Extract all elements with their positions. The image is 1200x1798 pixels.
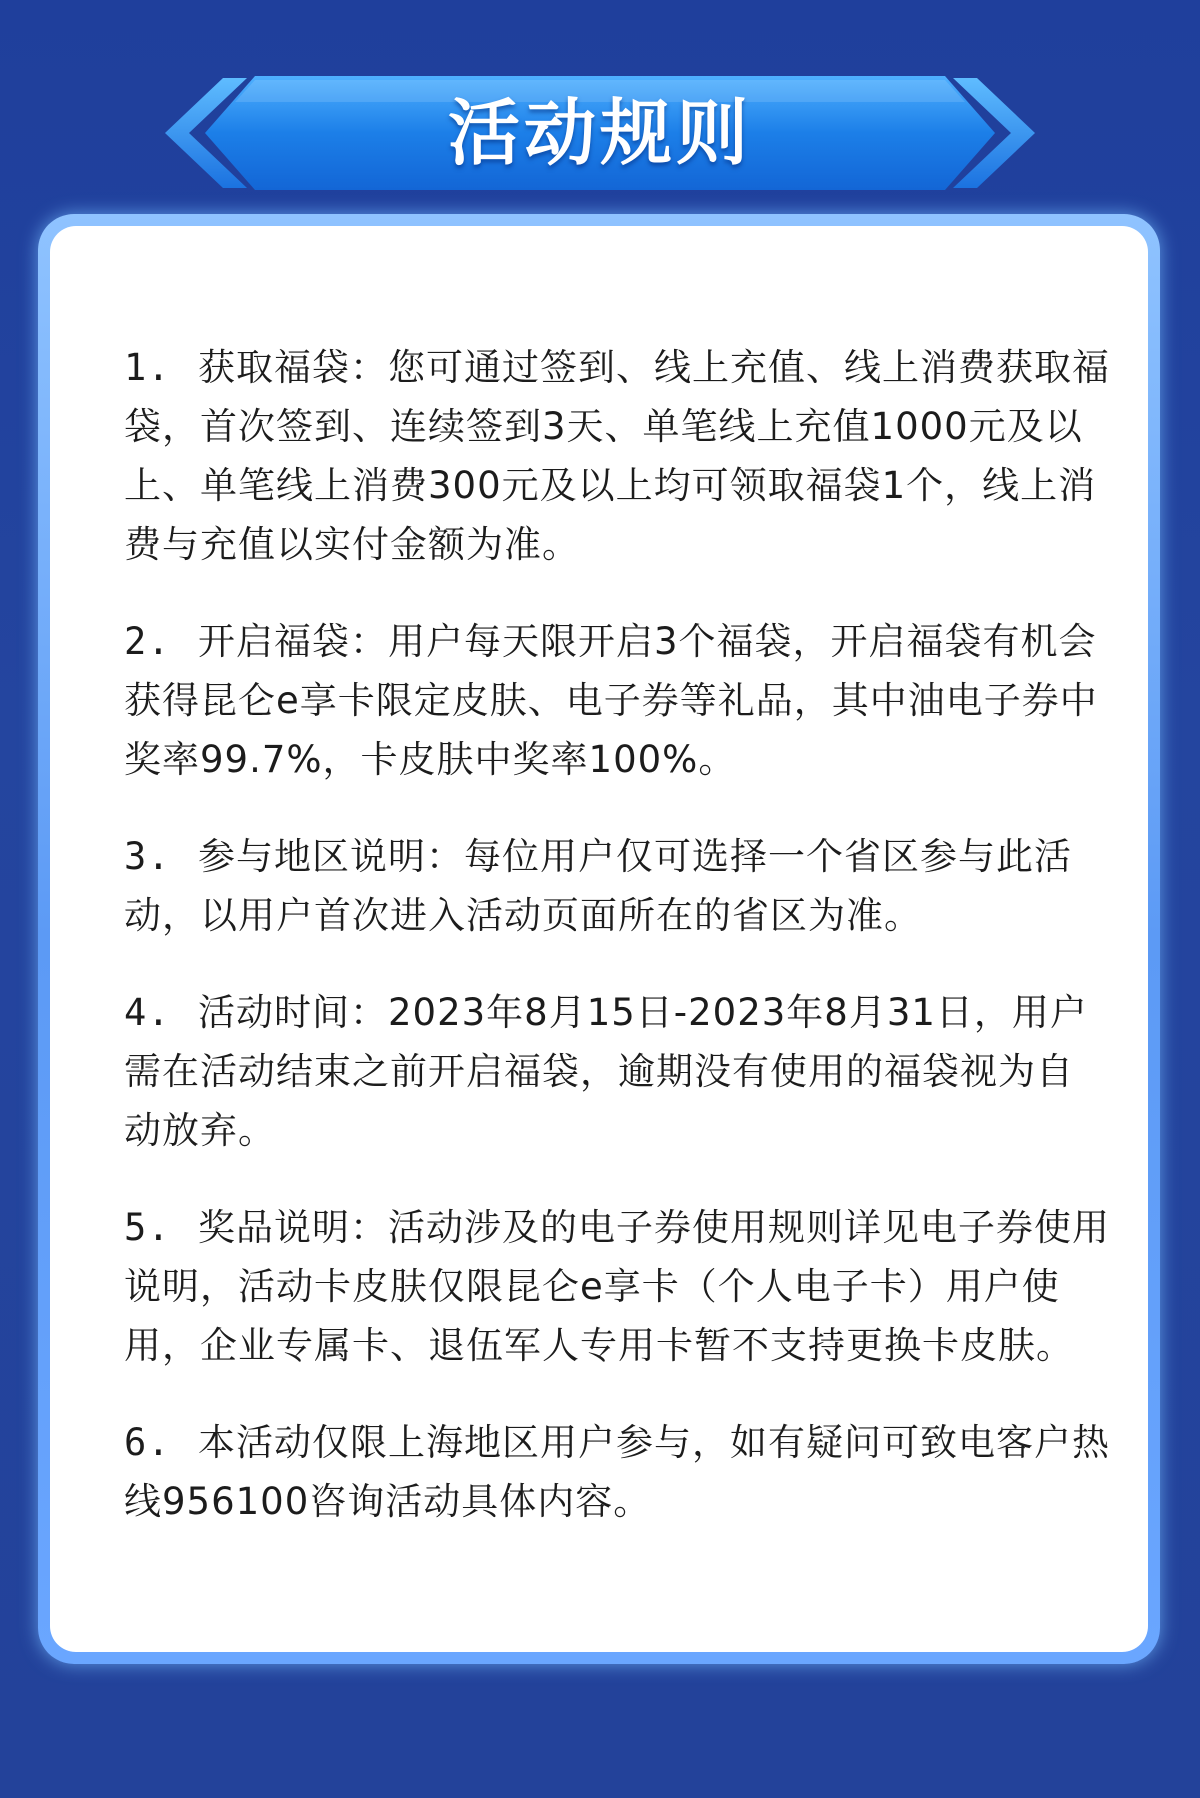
rule-text: 获取福袋：您可通过签到、线上充值、线上消费获取福袋，首次签到、连续签到3天、单笔线上充值1000元及以上、单笔线上消费300元及以上均可领取福袋1个，线上消费与充值以实付金额为准。 xyxy=(124,346,1110,566)
rule-number: 3. xyxy=(124,835,171,878)
rule-number: 1. xyxy=(124,346,171,389)
rule-item-1 xyxy=(124,338,1110,574)
rule-text: 参与地区说明：每位用户仅可选择一个省区参与此活动，以用户首次进入活动页面所在的省区为准。 xyxy=(124,835,1072,937)
page-title: 活动规则 xyxy=(447,91,752,175)
rule-text: 本活动仅限上海地区用户参与，如有疑问可致电客户热线956100咨询活动具体内容。 xyxy=(124,1421,1110,1523)
rule-item-5 xyxy=(124,1198,1110,1375)
rule-text: 奖品说明：活动涉及的电子券使用规则详见电子券使用说明，活动卡皮肤仅限昆仑e享卡（个人电子卡）用户使用，企业专属卡、退伍军人专用卡暂不支持更换卡皮肤。 xyxy=(124,1206,1110,1367)
rule-text: 开启福袋：用户每天限开启3个福袋，开启福袋有机会获得昆仑e享卡限定皮肤、电子券等礼品，其中油电子券中奖率99.7%，卡皮肤中奖率100%。 xyxy=(124,620,1098,781)
rule-item-4 xyxy=(124,983,1110,1160)
rules-card xyxy=(38,214,1160,1664)
rules-list xyxy=(124,338,1110,1569)
rule-item-3 xyxy=(124,827,1110,945)
rule-number: 4. xyxy=(124,991,171,1034)
rule-number: 6. xyxy=(124,1421,171,1464)
rule-item-6 xyxy=(124,1413,1110,1531)
rule-number: 5. xyxy=(124,1206,171,1249)
rules-title-banner xyxy=(165,76,1035,190)
rule-text: 活动时间：2023年8月15日-2023年8月31日，用户需在活动结束之前开启福袋，逾期没有使用的福袋视为自动放弃。 xyxy=(124,991,1088,1152)
rule-item-2 xyxy=(124,612,1110,789)
rules-card-body xyxy=(50,226,1148,1652)
rule-number: 2. xyxy=(124,620,171,663)
